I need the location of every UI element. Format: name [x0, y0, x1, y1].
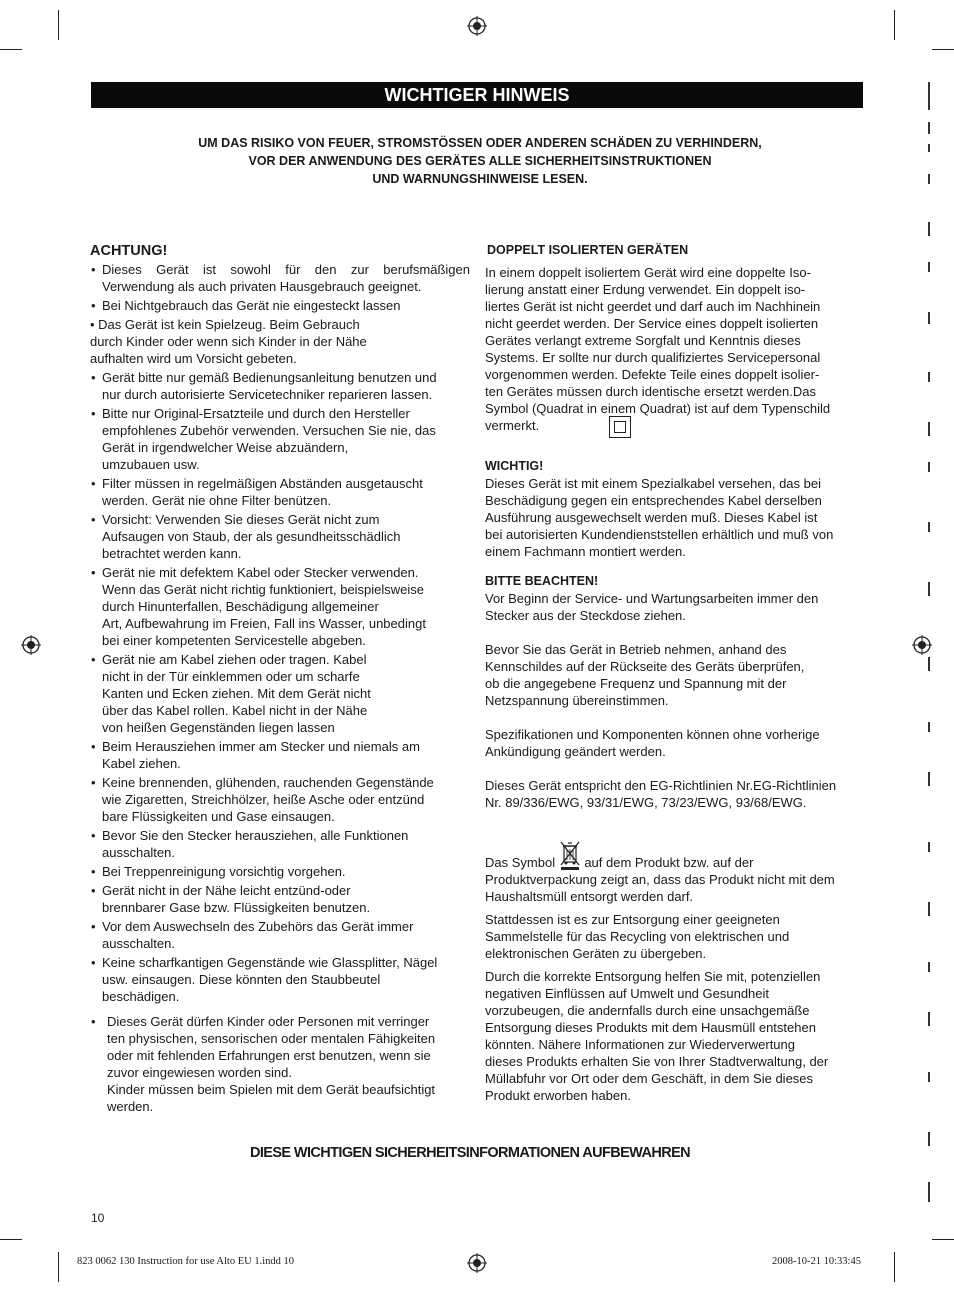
- item-line: umzubauen usw.: [102, 457, 200, 472]
- item-line: • Dieses Gerät dürfen Kinder oder Personen mit verringer: [107, 1014, 430, 1029]
- text-line: Spezifikationen und Komponenten können ohne vorherige: [485, 727, 820, 742]
- text-line: Nr. 89/336/EWG, 93/31/EWG, 73/23/EWG, 93/68/EWG.: [485, 795, 807, 810]
- text-line: Bevor Sie das Gerät in Betrieb nehmen, anhand des: [485, 642, 787, 657]
- list-item: [90, 297, 470, 314]
- text-line: Netzspannung übereinstimmen.: [485, 693, 669, 708]
- item-line: • Vor dem Auswechseln des Zubehörs das Gerät immer: [102, 919, 414, 934]
- text-line: Produktverpackung zeigt an, dass das Produkt nicht mit dem: [485, 872, 835, 887]
- item-line: werden.: [107, 1099, 154, 1114]
- item-line: • Filter müssen in regelmäßigen Abständen ausgetauscht: [102, 476, 423, 491]
- text-line: Gerätes verlangt extreme Sorgfalt und Kenntnis dieses: [485, 333, 801, 348]
- item-line: zuvor eingewiesen worden sind.: [107, 1065, 292, 1080]
- item-line: aufhalten wird um Vorsicht gebeten.: [90, 351, 297, 366]
- item-line: • Gerät nicht in der Nähe leicht entzünd-oder: [102, 883, 351, 898]
- item-line: Wenn das Gerät nicht richtig funktioniert, beispielsweise: [102, 582, 425, 597]
- item-line: wie Zigaretten, Streichhölzer, heiße Asche oder entzünd: [102, 792, 425, 807]
- double-insulation-square-icon: [609, 416, 631, 438]
- crop-mark: [58, 1252, 59, 1282]
- crossed-out-wheelie-bin-icon: [559, 841, 581, 871]
- intro-line: VOR DER ANWENDUNG DES GERÄTES ALLE SICHERHEITSINSTRUKTIONEN: [248, 154, 712, 168]
- list-item: [90, 882, 470, 916]
- print-slug-timestamp: 2008-10-21 10:33:45: [772, 1256, 861, 1267]
- text-line: Stecker aus der Steckdose ziehen.: [485, 608, 686, 623]
- registration-mark-icon: [21, 635, 41, 655]
- keep-safety-info-note: DIESE WICHTIGEN SICHERHEITSINFORMATIONEN AUFBEWAHREN: [249, 1145, 691, 1161]
- item-line: • Dieses Gerät ist sowohl für den zur berufsmäßigen: [102, 262, 470, 277]
- item-line: oder mit fehlenden Erfahrungen erst benutzen, wenn sie: [107, 1048, 431, 1063]
- beachten-heading: BITTE BEACHTEN!: [485, 574, 599, 588]
- page-number: 10: [91, 1211, 105, 1225]
- item-line: Kanten und Ecken ziehen. Mit dem Gerät nicht: [102, 686, 371, 701]
- double-insulated-heading: DOPPELT ISOLIERTEN GERÄTEN: [487, 243, 689, 257]
- item-line: • Bei Treppenreinigung vorsichtig vorgehen.: [102, 864, 346, 879]
- item-text: Das Gerät ist kein Spielzeug. Beim Gebrauch: [98, 317, 360, 332]
- beachten-text: [485, 590, 865, 811]
- item-line: Gerät in irgendwelcher Weise abzuändern,: [102, 440, 349, 455]
- wichtig-heading: WICHTIG!: [485, 459, 544, 473]
- double-insulated-text: [485, 264, 865, 434]
- item-line: • Keine brennenden, glühenden, rauchenden Gegenstände: [102, 775, 434, 790]
- intro-line: UND WARNUNGSHINWEISE LESEN.: [372, 172, 588, 186]
- text-line: In einem doppelt isoliertem Gerät wird eine doppelte Iso-: [485, 265, 811, 280]
- text-line: Stattdessen ist es zur Entsorgung einer geeigneten: [485, 912, 780, 927]
- text-segment: auf dem Produkt bzw. auf der: [584, 855, 754, 870]
- crop-mark: [932, 1239, 954, 1240]
- item-line: bare Flüssigkeiten und Gase einsaugen.: [102, 809, 335, 824]
- text-line: elektronischen Geräten zu übergeben.: [485, 946, 707, 961]
- item-line: ausschalten.: [102, 845, 175, 860]
- weee-section: [485, 841, 865, 1104]
- text-line: Kennschildes auf der Rückseite des Geräts überprüfen,: [485, 659, 805, 674]
- text-line: dieses Produkts erhalten Sie von Ihrer Stadtverwaltung, der: [485, 1054, 829, 1069]
- item-line: Kabel ziehen.: [102, 756, 181, 771]
- achtung-heading: ACHTUNG!: [90, 243, 168, 259]
- left-column: [90, 242, 470, 1117]
- list-item: [90, 369, 470, 403]
- crop-mark: [0, 1239, 22, 1240]
- intro-warning: [120, 134, 840, 188]
- list-item: [90, 774, 470, 825]
- text-line: Systems. Er sollte nur durch qualifiziertes Servicepersonal: [485, 350, 821, 365]
- text-line: nicht geerdet werden. Der Service eines doppelt isolierten: [485, 316, 819, 331]
- item-line: Aufsaugen von Staub, der als gesundheitsschädlich: [102, 529, 401, 544]
- text-line: Durch die korrekte Entsorgung helfen Sie mit, potenziellen: [485, 969, 821, 984]
- crop-mark: [932, 49, 954, 50]
- list-item: [90, 954, 470, 1005]
- item-line: brennbarer Gase bzw. Flüssigkeiten benutzen.: [102, 900, 371, 915]
- item-line: nur durch autorisierte Servicetechniker reparieren lassen.: [102, 387, 433, 402]
- list-item: [90, 738, 470, 772]
- item-line: • Bitte nur Original-Ersatzteile und durch den Hersteller: [102, 406, 410, 421]
- list-item: [90, 1013, 470, 1115]
- text-line: Dieses Gerät ist mit einem Spezialkabel versehen, das bei: [485, 476, 821, 491]
- item-line: betrachtet werden kann.: [102, 546, 242, 561]
- intro-line: UM DAS RISIKO VON FEUER, STROMSTÖSSEN ODER ANDEREN SCHÄDEN ZU VERHINDERN,: [198, 136, 762, 150]
- list-item: [90, 651, 470, 736]
- text-line: lierung anstatt einer Erdung verwendet. Ein doppelt iso-: [485, 282, 806, 297]
- text-segment: Das Symbol: [485, 855, 556, 870]
- item-line: • Beim Herausziehen immer am Stecker und niemals am: [102, 739, 420, 754]
- item-line: empfohlenes Zubehör verwenden. Versuchen Sie nie, das: [102, 423, 436, 438]
- item-line: beschädigen.: [102, 989, 180, 1004]
- item-line: ausschalten.: [102, 936, 175, 951]
- crop-mark: [894, 1252, 895, 1282]
- item-line: bei einer kompetenten Servicestelle abgeben.: [102, 633, 366, 648]
- text-line: vorgenommen werden. Defekte Teile eines doppelt isolier-: [485, 367, 820, 382]
- item-line: usw. einsaugen. Diese könnten den Staubbeutel: [102, 972, 381, 987]
- text-line: Symbol (Quadrat in einem Quadrat) ist auf dem Typenschild: [485, 401, 831, 416]
- text-segment: vermerkt.: [485, 418, 540, 433]
- text-line: Sammelstelle für das Recycling von elektrischen und: [485, 929, 790, 944]
- item-line: • Das Gerät ist kein Spielzeug. Beim Gebrauch: [90, 317, 360, 332]
- item-line: über das Kabel rollen. Kabel nicht in der Nähe: [102, 703, 368, 718]
- item-line: durch Hinunterfallen, Beschädigung allgemeiner: [102, 599, 379, 614]
- list-item: [90, 475, 470, 509]
- registration-mark-icon: [467, 1253, 487, 1273]
- print-slug-filename: 823 0062 130 Instruction for use Alto EU 1.indd 10: [77, 1256, 294, 1267]
- crop-mark: [58, 10, 59, 40]
- item-line: werden. Gerät nie ohne Filter benützen.: [102, 493, 332, 508]
- item-line: • Gerät bitte nur gemäß Bedienungsanleitung benutzen und: [102, 370, 437, 385]
- list-item: [90, 511, 470, 562]
- text-line: Beschädigung gegen ein entsprechendes Kabel derselben: [485, 493, 822, 508]
- crop-mark: [0, 49, 22, 50]
- list-item: [90, 261, 470, 295]
- text-line: ten Gerätes müssen durch identische ersetzt werden.Das: [485, 384, 816, 399]
- text-line: [485, 417, 865, 434]
- text-line: Vor Beginn der Service- und Wartungsarbeiten immer den: [485, 591, 819, 606]
- page-title: WICHTIGER HINWEIS: [91, 82, 863, 108]
- text-line: Haushaltsmüll entsorgt werden darf.: [485, 889, 694, 904]
- text-line: Ausführung ausgewechselt werden muß. Dieses Kabel ist: [485, 510, 818, 525]
- item-line: • Gerät nie am Kabel ziehen oder tragen. Kabel: [102, 652, 367, 667]
- list-item: [90, 918, 470, 952]
- list-item: [90, 405, 470, 473]
- adjacent-page-bleed: [928, 82, 934, 1212]
- text-line: Produkt erworben haben.: [485, 1088, 631, 1103]
- item-line: • Bei Nichtgebrauch das Gerät nie eingesteckt lassen: [102, 298, 401, 313]
- item-line: Verwendung als auch privaten Hausgebrauch geeignet.: [102, 279, 422, 294]
- text-line: Müllabfuhr vor Ort oder dem Geschäft, in dem Sie dieses: [485, 1071, 814, 1086]
- safety-list: [90, 261, 470, 1115]
- list-item: [90, 863, 470, 880]
- item-line: von heißen Gegenständen liegen lassen: [102, 720, 335, 735]
- item-line: ten physischen, sensorischen oder mentalen Fähigkeiten: [107, 1031, 436, 1046]
- text-line: Entsorgung dieses Produkts mit dem Hausmüll entstehen: [485, 1020, 816, 1035]
- text-line: bei autorisierten Kundendienststellen erhältlich und muß von: [485, 527, 834, 542]
- text-line: einem Fachmann montiert werden.: [485, 544, 686, 559]
- list-item: [90, 316, 470, 367]
- wichtig-text: [485, 475, 865, 560]
- text-line: [485, 841, 865, 871]
- list-item: [90, 564, 470, 649]
- text-line: negativen Einflüssen auf Umwelt und Gesundheit: [485, 986, 770, 1001]
- text-line: Ankündigung geändert werden.: [485, 744, 666, 759]
- list-item: [90, 827, 470, 861]
- item-line: • Gerät nie mit defektem Kabel oder Stecker verwenden.: [102, 565, 419, 580]
- text-line: ob die angegebene Frequenz und Spannung mit der: [485, 676, 787, 691]
- item-line: nicht in der Tür einklemmen oder um scharfe: [102, 669, 360, 684]
- item-line: Art, Aufbewahrung im Freien, Fall ins Wasser, unbedingt: [102, 616, 426, 631]
- item-line: • Keine scharfkantigen Gegenstände wie Glassplitter, Nägel: [102, 955, 438, 970]
- text-line: vorzubeugen, die andernfalls durch eine unsachgemäße: [485, 1003, 810, 1018]
- item-line: • Vorsicht: Verwenden Sie dieses Gerät nicht zum: [102, 512, 380, 527]
- text-line: liertes Gerät ist nicht geerdet und darf auch im Nachhinein: [485, 299, 821, 314]
- item-line: durch Kinder oder wenn sich Kinder in der Nähe: [90, 334, 367, 349]
- item-line: Kinder müssen beim Spielen mit dem Gerät beaufsichtigt: [107, 1082, 436, 1097]
- text-line: Dieses Gerät entspricht den EG-Richtlinien Nr.EG-Richtlinien: [485, 778, 837, 793]
- registration-mark-icon: [467, 16, 487, 36]
- right-column: [485, 242, 865, 1104]
- text-line: könnten. Nähere Informationen zur Wiederverwertung: [485, 1037, 795, 1052]
- crop-mark: [894, 10, 895, 40]
- item-line: • Bevor Sie den Stecker herausziehen, alle Funktionen: [102, 828, 409, 843]
